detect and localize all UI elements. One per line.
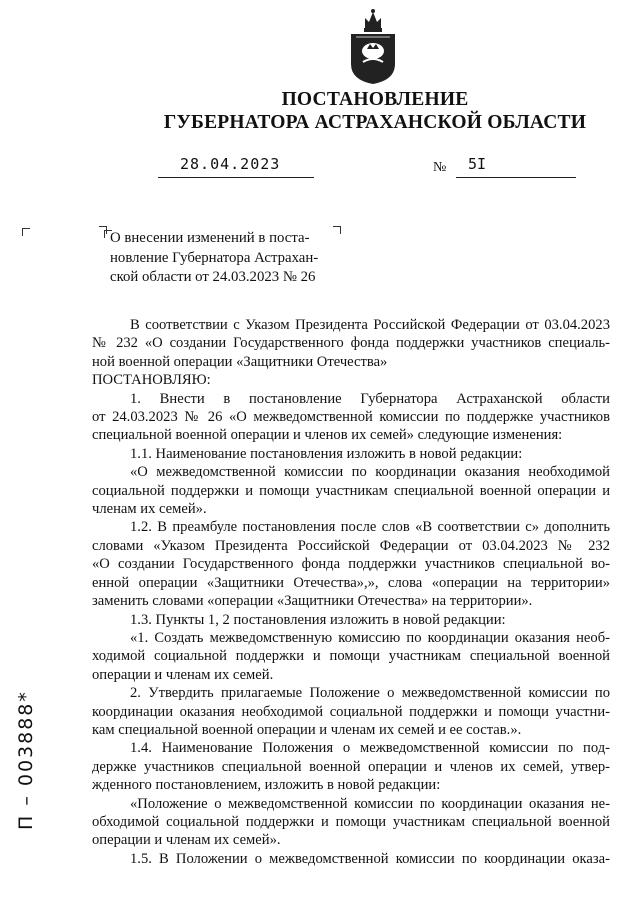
document-type-title: ПОСТАНОВЛЕНИЕ [281, 89, 469, 110]
text-line: № 232 «О создании Государственного фонда поддержки участников специаль- [92, 335, 610, 352]
paragraph-1-1 [92, 445, 610, 463]
text-line: операции и членам их семей». [92, 832, 281, 849]
paragraph-1-3 [92, 611, 610, 629]
text-line: 2. Утвердить прилагаемые Положение о межведомственной комиссии по [130, 685, 610, 702]
date-underline [158, 177, 314, 178]
paragraph-1-1-quote [92, 463, 610, 518]
text-line: координации оказания необходимой социальной поддержки и помощи участни- [92, 703, 610, 720]
text-line: заменить словами «операции «Защитники Отечества» на территории». [92, 593, 533, 610]
issuer-title: ГУБЕРНАТОРА АСТРАХАНСКОЙ ОБЛАСТИ [163, 112, 587, 133]
text-line: 1. Внести в постановление Губернатора Астраханской области [130, 390, 610, 407]
text-line: словами «Указом Президента Российской Федерации от 03.04.2023 № 232 [92, 537, 610, 554]
text-line: специальной военной операции и членов их семей» следующие изменения: [92, 427, 563, 444]
paragraph-1-3-item-1 [92, 629, 610, 684]
paragraph-1-2 [92, 518, 610, 610]
text-line: обходимой социальной поддержки и помощи участникам специальной военной [92, 813, 610, 830]
number-label: № [433, 160, 447, 175]
text-line: В соответствии с Указом Президента Российской Федерации от 03.04.2023 [130, 317, 610, 333]
document-date: 28.04.2023 [180, 155, 281, 173]
text-line: ходимой социальной поддержки и помощи участникам специальной военной [92, 648, 610, 665]
paragraph-preamble [92, 316, 610, 371]
text-line: 1.1. Наименование постановления изложить в новой редакции: [130, 445, 523, 462]
document-body [92, 316, 610, 868]
text-line: «О межведомственной комиссии по координации оказания необходимой [130, 464, 610, 481]
text-line: членам их семей». [92, 501, 207, 518]
text-line: социальной поддержки и помощи участникам специальной военной операции и [92, 482, 610, 499]
decree-word [92, 371, 610, 389]
text-line: 1.4. Наименование Положения о межведомственной комиссии по под- [130, 740, 610, 757]
text-line: «О создании Государственного фонда поддержки участников специальной во- [92, 556, 610, 573]
text-line: 1.3. Пункты 1, 2 постановления изложить в новой редакции: [130, 611, 506, 628]
margin-corner-mark [22, 228, 30, 236]
text-line: «Положение о межведомственной комиссии по координации оказания не- [130, 795, 610, 812]
coat-of-arms-emblem [343, 6, 403, 86]
text-line: операции и членам их семей. [92, 666, 274, 683]
text-line: 1.5. В Положении о межведомственной комиссии по координации оказа- [130, 850, 610, 867]
text-line: от 24.03.2023 № 26 «О межведомственной комиссии по поддержке участников [92, 409, 610, 426]
paragraph-1-4 [92, 739, 610, 794]
subject-line: новление Губернатора Астрахан- [110, 249, 319, 266]
text-line: 1.2. В преамбуле постановления после слов «В соответствии с» дополнить [130, 519, 610, 536]
serial-stamp: П – 003888* [15, 690, 37, 830]
paragraph-1-4-quote [92, 795, 610, 850]
subject-line: О внесении изменений в поста- [110, 230, 310, 246]
number-underline [456, 177, 576, 178]
subject-line: ской области от 24.03.2023 № 26 [110, 269, 316, 285]
paragraph-1-3-item-2 [92, 684, 610, 739]
document-number: 5I [468, 155, 487, 173]
text-line: жденного постановлением, изложить в новой редакции: [92, 777, 441, 794]
paragraph-1 [92, 390, 610, 445]
text-line: кам специальной военной операции и членам их семей и ее состав.». [92, 721, 522, 738]
document-subject [110, 229, 342, 288]
text-line: держке участников специальной военной операции и членов их семей, утвер- [92, 758, 610, 775]
text-line: «1. Создать межведомственную комиссию по координации оказания необ- [130, 629, 610, 646]
text-line: ной военной операции «Защитники Отечества» [92, 353, 388, 370]
text-line: енной операции «Защитники Отечества»,», слова «операции на территории» [92, 574, 610, 591]
paragraph-1-5 [92, 850, 610, 868]
text-line: ПОСТАНОВЛЯЮ: [92, 372, 211, 389]
